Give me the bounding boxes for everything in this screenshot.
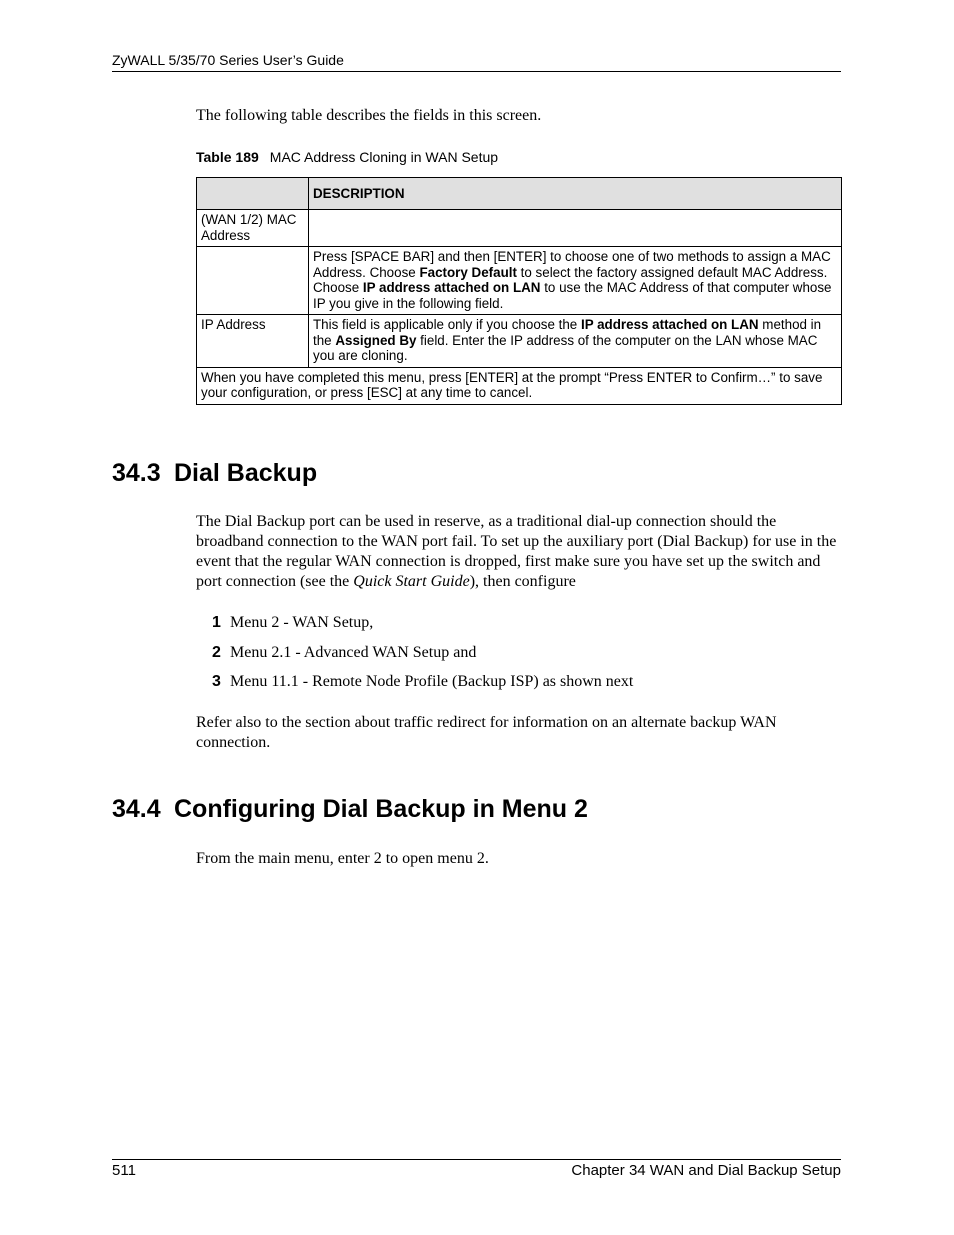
row-label: (WAN 1/2) MAC Address bbox=[197, 210, 309, 247]
table-row bbox=[197, 315, 842, 368]
list-item: 1 Menu 2 - WAN Setup, bbox=[212, 614, 374, 631]
footer-rule bbox=[112, 1159, 841, 1160]
page-number: 511 bbox=[112, 1162, 136, 1179]
section-number: 34.3 bbox=[112, 459, 161, 487]
refer-paragraph: Refer also to the section about traffic redirect for information on an alternate backup WAN connection. bbox=[196, 714, 777, 751]
intro-text: The following table describes the fields in this screen. bbox=[196, 107, 542, 124]
table-header-description: DESCRIPTION bbox=[309, 178, 842, 210]
table-row bbox=[197, 210, 842, 247]
section-heading-configuring-dial-backup bbox=[112, 795, 588, 824]
mac-cloning-table bbox=[196, 177, 842, 405]
table-footer-note: When you have completed this menu, press [ENTER] at the prompt “Press ENTER to Confirm…” to save your configuration, or press [ESC] at any time to cancel. bbox=[197, 367, 842, 404]
header-rule bbox=[112, 71, 841, 72]
section-number: 34.4 bbox=[112, 795, 161, 823]
section-title: Configuring Dial Backup in Menu 2 bbox=[174, 795, 588, 823]
table-caption bbox=[196, 149, 498, 165]
running-header: ZyWALL 5/35/70 Series User’s Guide bbox=[112, 52, 344, 68]
section-heading-dial-backup bbox=[112, 459, 317, 488]
row-label: IP Address bbox=[197, 315, 309, 368]
table-row bbox=[197, 247, 842, 315]
table-caption-number: Table 189 bbox=[196, 149, 259, 165]
chapter-title: Chapter 34 WAN and Dial Backup Setup bbox=[571, 1162, 841, 1179]
table-caption-text: MAC Address Cloning in WAN Setup bbox=[269, 149, 499, 165]
table-footer-row bbox=[197, 367, 842, 404]
dial-backup-paragraph: The Dial Backup port can be used in reserve, as a traditional dial-up connection should the broadband connection to the WAN port fail. To set up the auxiliary port (Dial Backup) for use in the event that the regular WAN connection is dropped, first make sure you have set up the switch and port connection (see the Quick Start Guide), then configure bbox=[196, 513, 837, 590]
row-label bbox=[197, 247, 309, 315]
list-item: 3 Menu 11.1 - Remote Node Profile (Backup ISP) as shown next bbox=[212, 673, 634, 690]
quick-start-guide-ref: Quick Start Guide bbox=[353, 573, 470, 590]
table-header-label bbox=[197, 178, 309, 210]
list-item: 2 Menu 2.1 - Advanced WAN Setup and bbox=[212, 644, 477, 661]
row-description: Press [SPACE BAR] and then [ENTER] to choose one of two methods to assign a MAC Address. Choose Factory Default to select the factory assigned default MAC Address. Choose IP address attached on LAN to use the MAC Address of that computer whose IP you give in the following field. bbox=[309, 247, 842, 315]
section-title: Dial Backup bbox=[174, 459, 318, 487]
menu2-paragraph: From the main menu, enter 2 to open menu 2. bbox=[196, 850, 489, 867]
row-description: This field is applicable only if you choose the IP address attached on LAN method in the Assigned By field. Enter the IP address of the computer on the LAN whose MAC you are cloning. bbox=[309, 315, 842, 368]
row-description bbox=[309, 210, 842, 247]
table-header-row bbox=[197, 178, 842, 210]
